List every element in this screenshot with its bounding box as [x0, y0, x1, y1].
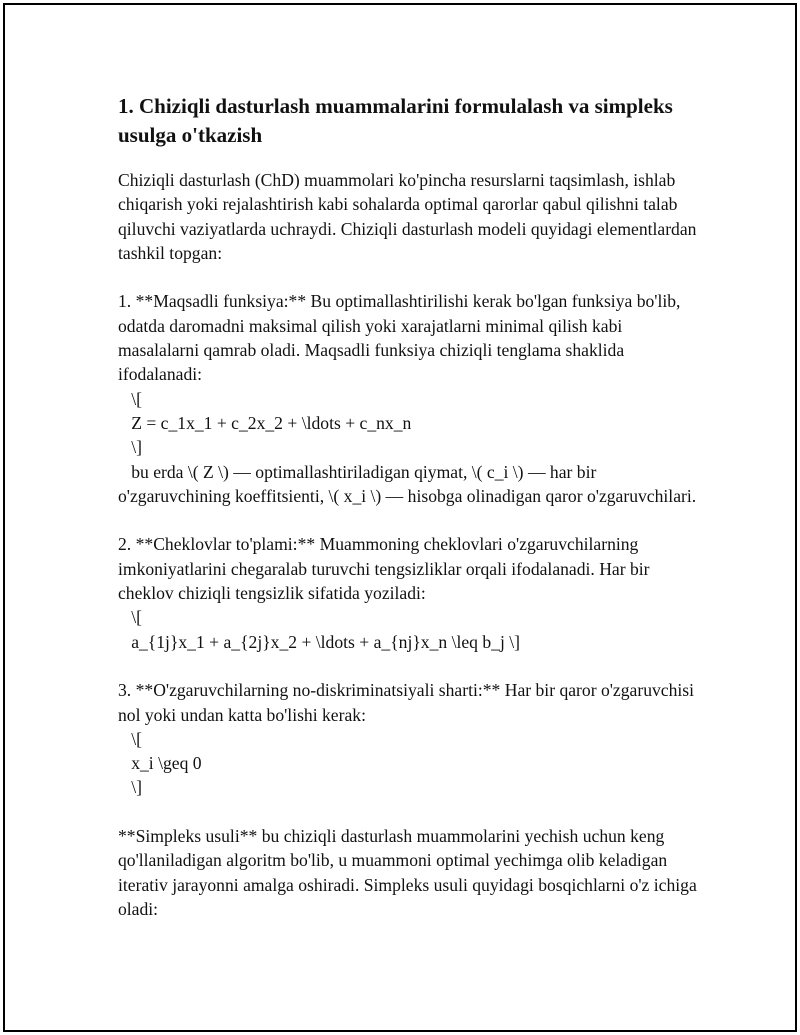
document-content — [118, 92, 698, 921]
section-body: Chiziqli dasturlash (ChD) muammolari ko'pincha resurslarni taqsimlash, ishlab chiqarish yoki rejalashtirish kabi sohalarda optimal qarorlar qabul qilishni talab qiluvchi vaziyatlarda uchraydi. Chiziqli dasturlash modeli quyidagi elementlardan tashkil topgan: 1. **Maqsadli funksiya:** Bu optimallashtirilishi kerak bo'lgan funksiya bo'lib, odatda daromadni maksimal qilish yoki xarajatlarni minimal qilish kabi masalalarni qamrab oladi. Maqsadli funksiya chiziqli tenglama shaklida ifodalanadi: \[ Z = c_1x_1 + c_2x_2 + \ldots + c_nx_n \] bu erda \( Z \) — optimallashtiriladigan qiymat, \( c_i \) — har bir o'zgaruvchining koeffitsienti, \( x_i \) — hisobga olinadigan qaror o'zgaruvchilari. 2. **Cheklovlar to'plami:** Muammoning cheklovlari o'zgaruvchilarning imkoniyatlarini chegaralab turuvchi tengsizliklar orqali ifodalanadi. Har bir cheklov chiziqli tengsizlik sifatida yoziladi: \[ a_{1j}x_1 + a_{2j}x_2 + \ldots + a_{nj}x_n \leq b_j \] 3. **O'zgaruvchilarning no-diskriminatsiyali sharti:** Har bir qaror o'zgaruvchisi nol yoki undan katta bo'lishi kerak: \[ x_i \geq 0 \] **Simpleks usuli** bu chiziqli dasturlash muammolarini yechish uchun keng qo'llaniladigan algoritm bo'lib, u muammoni optimal yechimga olib keladigan iterativ jarayonni amalga oshiradi. Simpleks usuli quyidagi bosqichlarni o'z ichiga oladi: — [118, 170, 697, 919]
section-title: 1. Chiziqli dasturlash muammalarini formulalash va simpleks usulga o'tkazish — [118, 94, 673, 147]
